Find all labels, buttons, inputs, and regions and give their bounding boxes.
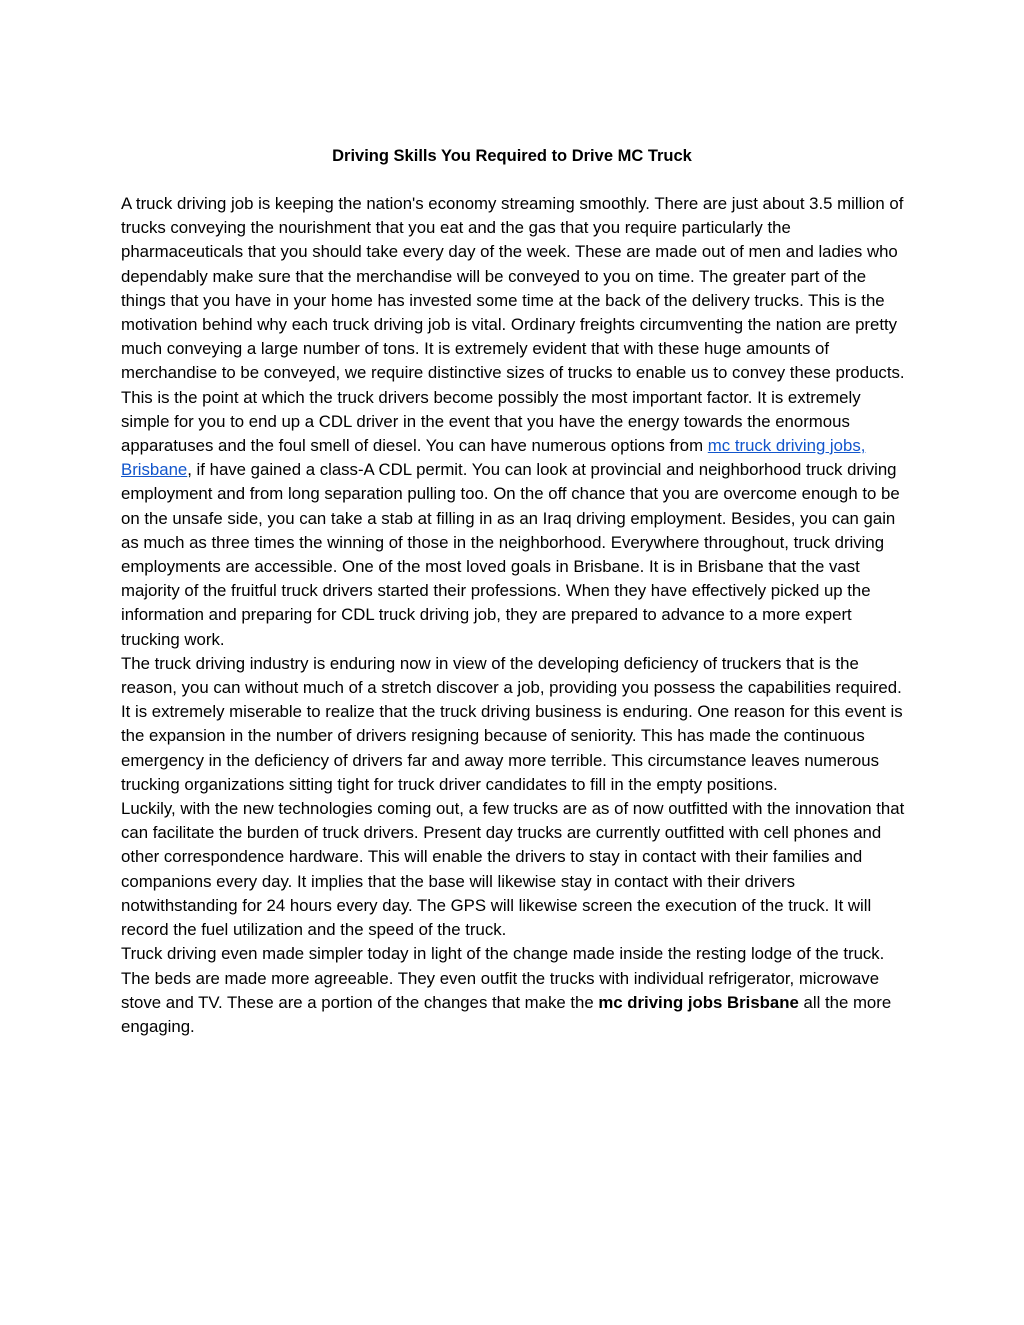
document-title: Driving Skills You Required to Drive MC Truck (332, 147, 692, 165)
paragraph-shortage: It is extremely miserable to realize that the truck driving business is enduring. One reason for this event is the expansion in the number of drivers resigning because of seniority. This has made the continuous emergency in the deficiency of drivers far and away more terrible. This circumstance leaves numerous trucking organizations sitting tight for truck driver candidates to fill in the empty positions. (121, 702, 903, 794)
paragraph-industry: The truck driving industry is enduring now in view of the developing deficiency of truckers that is the reason, you can without much of a stretch discover a job, providing you possess the capabilities required. (121, 653, 902, 698)
mc-truck-driving-jobs-link[interactable]: mc truck driving jobs, Brisbane (121, 436, 866, 480)
paragraph-intro-continued: , if have gained a class-A CDL permit. You can look at provincial and neighborhood truck driving employment and from long separation pulling too. On the off chance that you are overcome enough to be on the unsafe side, you can take a stab at filling in as an Iraq driving employment. Besides, you can gain as much as three times the winning of those in the neighborhood. Everywhere throughout, truck driving employments are accessible. One of the most loved goals in Brisbane. It is in Brisbane that the vast majority of the fruitful truck drivers started their professions. When they have effectively picked up the information and preparing for CDL truck driving job, they are prepared to advance to a more expert trucking work. (121, 460, 900, 649)
document-body (121, 192, 911, 1039)
paragraph-intro-text: A truck driving job is keeping the nation's economy streaming smoothly. There are just about 3.5 million of trucks conveying the nourishment that you eat and the gas that you require particularly the pharmaceuticals that you should take every day of the week. These are made out of men and ladies who dependably make sure that the merchandise will be conveyed to you on time. The greater part of the things that you have in your home has invested some time at the back of the delivery trucks. This is the motivation behind why each truck driving job is vital. Ordinary freights circumventing the nation are pretty much conveying a large number of tons. It is extremely evident that with these huge amounts of merchandise to be conveyed, we require distinctive sizes of trucks to enable us to convey these products. This is the point at which the truck drivers become possibly the most important factor. It is extremely simple for you to end up a CDL driver in the event that you have the energy towards the enormous apparatuses and the foul smell of diesel. You can have numerous options from (121, 194, 905, 456)
mc-driving-jobs-bold: mc driving jobs Brisbane (598, 992, 799, 1012)
paragraph-technology: Luckily, with the new technologies coming out, a few trucks are as of now outfitted with the innovation that can facilitate the burden of truck drivers. Present day trucks are currently outfitted with cell phones and other correspondence hardware. This will enable the drivers to stay in contact with their families and companions every day. It implies that the base will likewise stay in contact with their drivers notwithstanding for 24 hours every day. The GPS will likewise screen the execution of the truck. It will record the fuel utilization and the speed of the truck. (121, 799, 905, 940)
paragraph-intro (121, 192, 911, 652)
paragraph-comfort (121, 942, 911, 1039)
paragraph-comfort-text: Truck driving even made simpler today in light of the change made inside the resting lodge of the truck. The beds are made more agreeable. They even outfit the trucks with individual refrigerator, microwave stove and TV. These are a portion of the changes that make the (121, 944, 885, 1012)
paragraph-comfort-end: all the more engaging. (121, 992, 892, 1036)
